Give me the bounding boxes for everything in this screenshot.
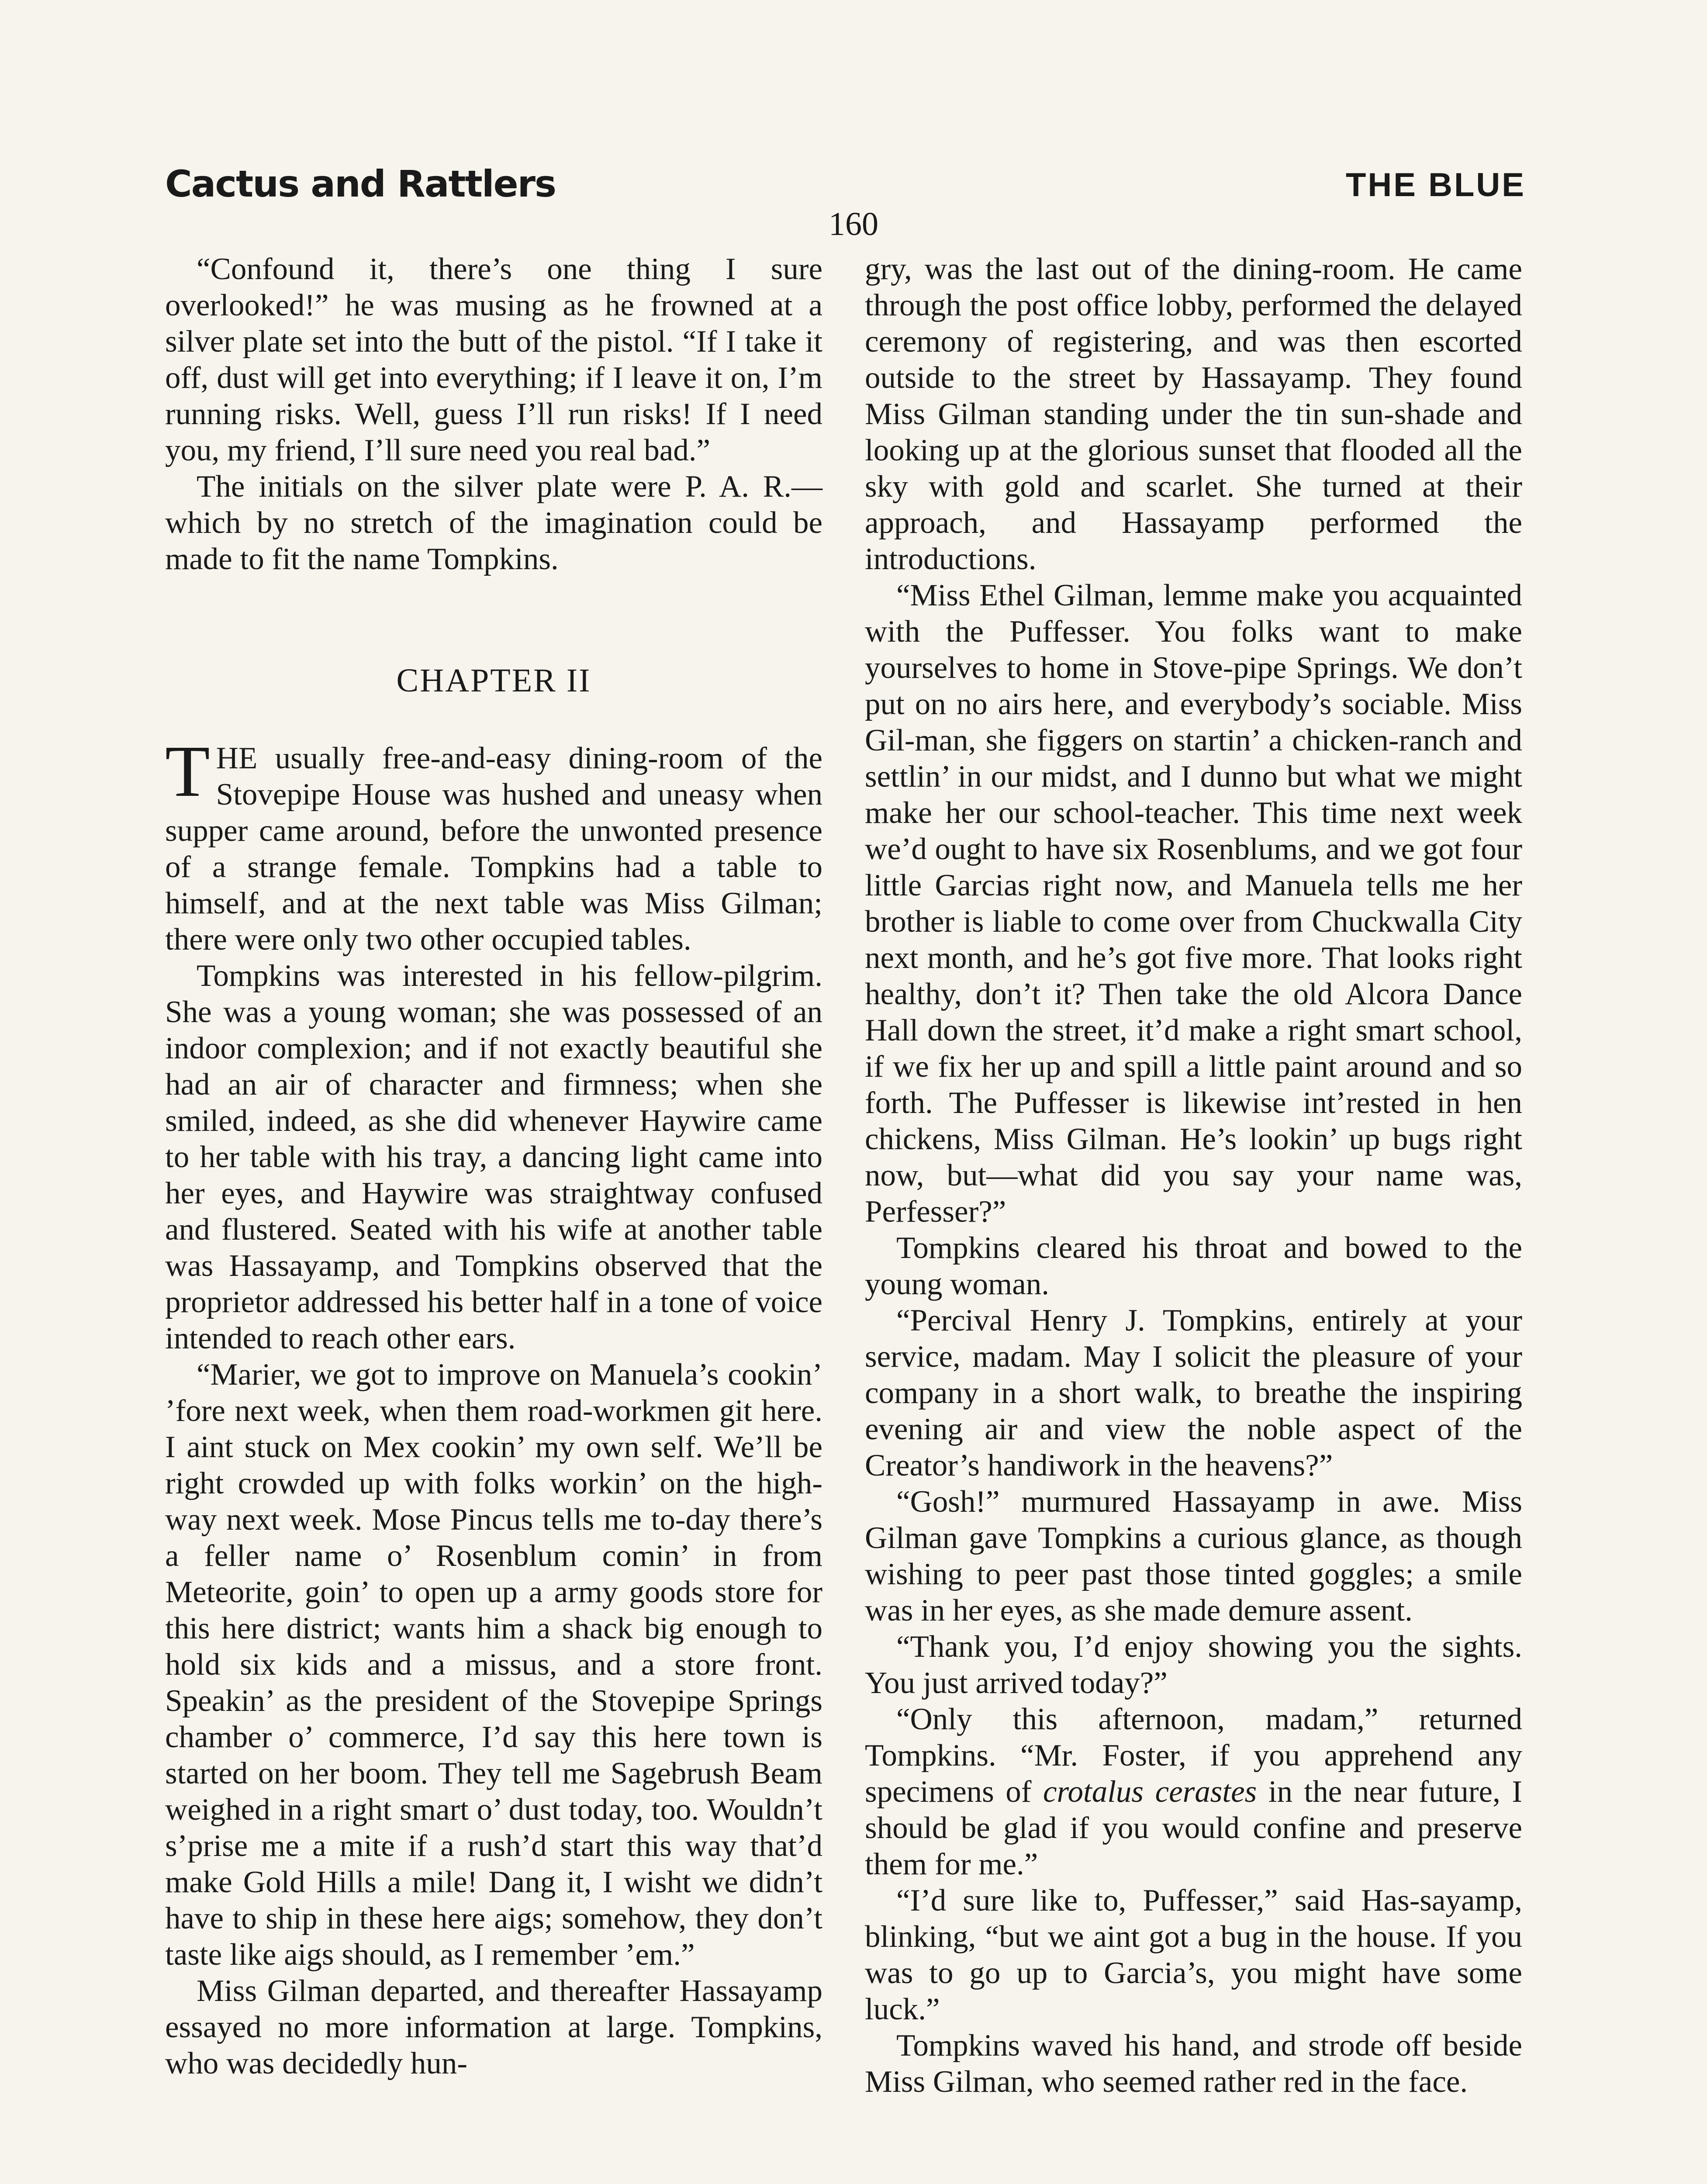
paragraph — [865, 1701, 1522, 1883]
text-run: in the near future, I should be glad if you would confine and preserve them for me.” — [865, 1775, 1522, 1881]
running-title: Cactus and Rattlers — [165, 162, 556, 205]
paragraph-with-dropcap — [165, 731, 822, 958]
species-name: crotalus cerastes — [1043, 1775, 1257, 1809]
text-run: “Only this afternoon, madam,” returned Tompkins. “Mr. Foster, if you apprehend any specimens of — [865, 1702, 1522, 1809]
paragraph: “Thank you, I’d enjoy showing you the sights. You just arrived today?” — [865, 1630, 1522, 1700]
right-column — [865, 251, 1522, 2100]
paragraph: The initials on the silver plate were P. A. R.—which by no stretch of the imagination could be made to fit the name Tompkins. — [165, 470, 822, 576]
chapter-heading: CHAPTER II — [396, 662, 591, 699]
left-column — [165, 251, 822, 2082]
magazine-name: THE BLUE — [1346, 166, 1526, 204]
paragraph: gry, was the last out of the dining-room. He came through the post office lobby, performed the delayed ceremony of registering, and was then escorted outside to the street by Hassayamp. They found Miss Gilman standing under the tin sun-shade and looking up at the glorious sunset that flooded all the sky with gold and scarlet. She turned at their approach, and Hassayamp performed the introductions. — [865, 252, 1522, 576]
paragraph: Tompkins was interested in his fellow-pilgrim. She was a young woman; she was possessed of an indoor complexion; and if not exactly beautiful she had an air of character and firmness; when she smiled, indeed, as she did whenever Haywire came to her table with his tray, a dancing light came into her eyes, and Haywire was straightway confused and flustered. Seated with his wife at another table was Hassayamp, and Tompkins observed that the proprietor addressed his better half in a tone of voice intended to reach other ears. — [165, 959, 822, 1355]
paragraph: “Gosh!” murmured Hassayamp in awe. Miss Gilman gave Tompkins a curious glance, as though wishing to peer past those tinted goggles; a smile was in her eyes, as she made demure assent. — [865, 1485, 1522, 1628]
paragraph-text: HE usually free-and-easy dining-room of the Stovepipe House was hushed and uneasy when supper came around, before the unwonted presence of a strange female. Tompkins had a table to himself, and at the next table was Miss Gilman; there were only two other occupied tables. — [165, 741, 822, 957]
paragraph: Tompkins cleared his throat and bowed to the young woman. — [865, 1231, 1522, 1301]
paragraph: “Confound it, there’s one thing I sure overlooked!” he was musing as he frowned at a silver plate set into the butt of the pistol. “If I take it off, dust will get into everything; if I leave it on, I’m running risks. Well, guess I’ll run risks! If I need you, my friend, I’ll sure need you real bad.” — [165, 252, 822, 467]
paragraph: Tompkins waved his hand, and strode off beside Miss Gilman, who seemed rather red in the face. — [865, 2028, 1522, 2099]
paragraph: “Miss Ethel Gilman, lemme make you acquainted with the Puffesser. You folks want to make yourselves to home in Stove-pipe Springs. We don’t put on no airs here, and everybody’s sociable. Miss Gil-man, she figgers on startin’ a chicken-ranch and settlin’ in our midst, and I dunno but what we might make her our school-teacher. This time next week we’d ought to have six Rosenblums, and we got four little Garcias right now, and Manuela tells me her brother is liable to come over from Chuckwalla City next month, and he’s got five more. That looks right healthy, don’t it? Then take the old Alcora Dance Hall down the street, it’d make a right smart school, if we fix her up and spill a little paint around and so forth. The Puffesser is likewise int’rested in hen chickens, Miss Gilman. He’s lookin’ up bugs right now, but—what did you say your name was, Perfesser?” — [865, 578, 1522, 1229]
drop-cap: T — [165, 731, 210, 812]
page-number: 160 — [829, 206, 878, 242]
paragraph: “Percival Henry J. Tompkins, entirely at your service, madam. May I solicit the pleasure of your company in a short walk, to breathe the inspiring evening air and view the noble aspect of the Creator’s handiwork in the heavens?” — [865, 1303, 1522, 1482]
paragraph: Miss Gilman departed, and thereafter Hassayamp essayed no more information at large. Tompkins, who was decidedly hun- — [165, 1974, 822, 2080]
paragraph: “I’d sure like to, Puffesser,” said Has-sayamp, blinking, “but we aint got a bug in the house. If you was to go up to Garcia’s, you might have some luck.” — [865, 1883, 1522, 2026]
paragraph: “Marier, we got to improve on Manuela’s cookin’ ’fore next week, when them road-workmen git here. I aint stuck on Mex cookin’ my own self. We’ll be right crowded up with folks workin’ on the high-way next week. Mose Pincus tells me to-day there’s a feller name o’ Rosenblum comin’ in from Meteorite, goin’ to open up a army goods store for this here district; wants him a shack big enough to hold six kids and a missus, and a store front. Speakin’ as the president of the Stovepipe Springs chamber o’ commerce, I’d say this here town is started on her boom. They tell me Sagebrush Beam weighed in a right smart o’ dust today, too. Wouldn’t s’prise me a mite if a rush’d start this way that’d make Gold Hills a mile! Dang it, I wisht we didn’t have to ship in these here aigs; somehow, they don’t taste like aigs should, as I remember ’em.” — [165, 1358, 822, 1972]
